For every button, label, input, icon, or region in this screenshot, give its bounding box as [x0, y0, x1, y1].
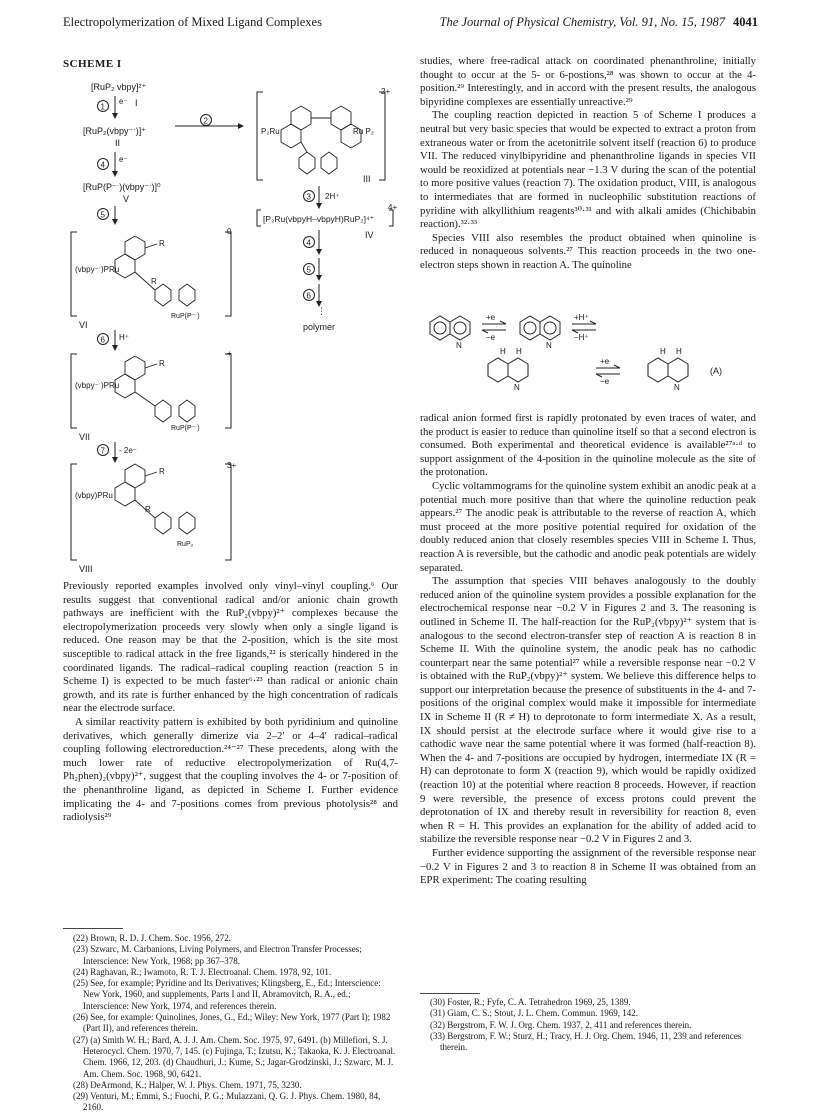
- step-number: 5: [100, 210, 105, 220]
- ring: [648, 358, 668, 382]
- roman-numeral: VI: [79, 320, 88, 330]
- charge: 0: [227, 227, 232, 236]
- roman-numeral: I: [135, 98, 138, 108]
- r-group: R: [145, 505, 151, 514]
- arrowhead: [316, 275, 322, 281]
- r-group: R: [159, 467, 165, 476]
- paragraph: Further evidence supporting the assignment of the reversible response near −0.2 V in Figures 2 and 3 to reaction 8 in Scheme II was obtained from an EPR experiment: The coating resulting: [420, 847, 756, 887]
- reference: (26) See, for example: Quinolines, Jones, G., Ed.; Wiley: New York, 1977 (Part I); 1982 (Part II), and references therein.: [73, 1012, 391, 1034]
- step-chain: [303, 230, 335, 332]
- arrowhead: [112, 345, 118, 351]
- roman-numeral: III: [363, 174, 371, 184]
- reference: (25) See, for example; Pyridine and Its Derivatives; Klingsberg, E., Ed.; Interscience: New York, 1960, and supplements, Parts I and II, Abramovitch, R. A., ed.; Interscience: New York, 1974, and references therein.: [73, 978, 381, 1011]
- minus-h: −H⁺: [574, 333, 589, 342]
- charge: 3+: [227, 461, 237, 470]
- charge: +: [227, 349, 232, 358]
- hydrogen: H: [660, 347, 666, 356]
- arrowhead: [112, 171, 118, 177]
- proton-label: H⁺: [119, 333, 129, 342]
- r-group: R: [151, 277, 157, 286]
- bracket: [225, 354, 231, 428]
- nitrogen: N: [546, 341, 552, 350]
- roman-numeral: V: [123, 194, 130, 204]
- arrowhead: [238, 123, 244, 129]
- bracket: [257, 92, 263, 180]
- nitrogen: N: [456, 341, 462, 350]
- species-iv-label: [P₂Ru(vbpyH–vbpyH)RuP₂]⁴⁺: [263, 214, 375, 224]
- proton-label: 2H⁺: [325, 192, 340, 201]
- step-number: 4: [306, 238, 311, 248]
- journal-citation: [440, 15, 758, 30]
- ring: [540, 316, 560, 340]
- reference: (29) Venturi, M.; Emmi, S.; Fuochi, P. G.; Mulazzani, Q. G. J. Phys. Chem. 1980, 84, 2160.: [73, 1091, 381, 1113]
- running-header: Electropolymerization of Mixed Ligand Complexes: [63, 15, 322, 29]
- right-column-bottom: [420, 412, 756, 888]
- reaction-a-diagram: [420, 308, 756, 418]
- roman-numeral: VII: [79, 432, 91, 442]
- species-viii-rings: [115, 464, 195, 534]
- charge: 4+: [388, 203, 398, 212]
- paragraph: Cyclic voltammograms for the quinoline system exhibit an anodic peak at a potential much more positive than that where the quinoline reduction peak appears.²⁷ The anodic peak is attributable to the reverse of reaction A, which must proceed at the more positive potential required for oxidation of the doubly reduced anion that closely resembles species VIII in Scheme I. Thus, reaction A is reversible, but the cathodic and anodic peak potentials are widely separated.: [420, 479, 756, 574]
- bracket: [225, 232, 231, 316]
- eq-arrow: [596, 365, 620, 377]
- roman-numeral: IV: [365, 230, 374, 240]
- arrowhead: [316, 249, 322, 255]
- minus-e: −e: [486, 333, 496, 342]
- step-number: 5: [306, 265, 311, 275]
- step-number: 6: [100, 335, 105, 345]
- paragraph: studies, where free-radical attack on coordinated phenanthroline, initially thought to occur at the 5- or 6-postions,²⁸ was shown to occur at the 4-position.²⁹ Interestingly, and in accord with the present results, the analogous bipyridine complexes are essentially unreactive.²⁹: [420, 55, 756, 108]
- arrowhead: [316, 203, 322, 209]
- reference: (27) (a) Smith W. H.; Bard, A. J. J. Am. Chem. Soc. 1975, 97, 6491. (b) Millefiori, S. J. Heterocycl. Chem. 1970, 7, 145. (c) Fujinga, T.; Izutsu, K.; Takaoka, K. J. Electroanal. Chem. 1966, 12, 203. (d) Chaudhuri, J.; Kume, S.; Jagar-Grodzinski, J.; Szwarc, M. J. Am. Chem. Soc. 1968, 90, 6421.: [73, 1034, 396, 1079]
- roman-numeral: VIII: [79, 564, 93, 574]
- reference: (33) Bergstrom, F. W.; Sturz, H.; Tracy, H. J. Org. Chem. 1946, 11, 239 and references therein.: [430, 1030, 742, 1053]
- left-references: [73, 933, 398, 1114]
- minus-e: −e: [600, 377, 610, 386]
- charge: 2+: [381, 87, 391, 96]
- species-vii-rings: [115, 356, 195, 422]
- electron-label: e⁻: [119, 155, 128, 164]
- r-group: R: [159, 239, 165, 248]
- rup-label: RuP(P⁻ˑ): [171, 313, 200, 320]
- nitrogen: N: [674, 383, 680, 392]
- bracket: [257, 210, 261, 226]
- species-i-label: [RuP₂ vbpy]²⁺: [91, 82, 147, 92]
- right-column-top: [420, 55, 756, 273]
- vbpy-pru-label: (vbpy⁻ˑ)PRu: [75, 381, 120, 390]
- paragraph: Previously reported examples involved only vinyl–vinyl coupling.⁶ Our results suggest that conventional radical and/or anionic chain growth pathways are inefficient with the RuP₂(vbpy)²⁺ complexes because the electropolymerization proceeds very slowly when only a single ligand is reduced. One reason may be that the 2-position, which is the site most susceptible to radical attack in the free ligands,²² is sterically hindered in the coordinated ligands. The radical–radical coupling reaction (reaction 5 in Scheme I) is expected to be much faster⁶·²³ than radical or anionic chain growth, and its rate is further enhanced by the high concentration of radicals near the electrode surface.: [63, 580, 398, 715]
- electron-label: - 2e⁻: [119, 446, 138, 455]
- species-v-label: [RuP(P⁻ˑ)(vbpy⁻ˑ)]⁰: [83, 182, 161, 192]
- polymer-label: polymer: [303, 322, 336, 332]
- journal-name: The Journal of Physical Chemistry, Vol. 91, No. 15, 1987: [439, 15, 725, 29]
- scheme-1-diagram: [63, 72, 403, 582]
- eq-arrow: [572, 321, 596, 333]
- aromatic-ring: [434, 322, 446, 334]
- bracket: [71, 232, 77, 316]
- r-group: R: [159, 359, 165, 368]
- hydrogen: H: [676, 347, 682, 356]
- vbpy-pru-label: (vbpy)PRu: [75, 491, 113, 500]
- ring: [488, 358, 508, 382]
- reference: (24) Raghavan, R.; Iwamoto, R. T. J. Electroanal. Chem. 1978, 92, 101.: [73, 966, 332, 977]
- ring: [520, 316, 540, 340]
- species-vi-rings: [115, 236, 195, 306]
- hydrogen: H: [500, 347, 506, 356]
- step-number: 6: [306, 291, 311, 301]
- arrowhead: [112, 113, 118, 119]
- ring: [668, 358, 688, 382]
- dimer-rings: [281, 106, 361, 174]
- p2ru-label: P₂Ru: [261, 127, 280, 136]
- vbpy-pru-label: (vbpy⁻ˑ)PRu: [75, 265, 120, 274]
- bracket: [389, 210, 393, 226]
- plus-e: +e: [486, 313, 496, 322]
- paragraph: A similar reactivity pattern is exhibited by both pyridinium and quinoline derivatives, which generally dimerize via 2–2′ or 4–4′ radical–radical coupling following electroreduction.²⁴⁻²⁷ These precedents, along with the much lower rate of reductive electropolymerization of Ru(4,7-Ph₂phen)₂(vbpy)²⁺, suggest that the coupling involves the 4- or 7-position of the phenanthroline ligand, as depicted in Scheme I. Further evidence implicating the 4- and 7-positions comes from previous photolysis²⁸ and radiolysis²⁹: [63, 715, 398, 824]
- step-number: 2: [203, 116, 208, 126]
- ring: [450, 316, 470, 340]
- plus-e: +e: [600, 357, 610, 366]
- reference: (32) Bergstrom, F. W. J. Org. Chem. 1937, 2, 411 and references therein.: [430, 1019, 692, 1030]
- reference: (28) DeArmond, K.; Halper, W. J. Phys. Chem. 1971, 75, 3230.: [73, 1079, 302, 1090]
- arrowhead: [112, 219, 118, 225]
- ring: [430, 316, 450, 340]
- roman-numeral: II: [115, 138, 121, 148]
- rup2-label: RuP₂: [177, 541, 194, 548]
- hydrogen: H: [516, 347, 522, 356]
- reference: (22) Brown, R. D. J. Chem. Soc. 1956, 272.: [73, 933, 231, 943]
- step-number: 3: [306, 192, 311, 202]
- aromatic-ring: [524, 322, 536, 334]
- left-column-body: [63, 580, 398, 825]
- bracket: [379, 92, 385, 180]
- electron-label: e⁻: [119, 97, 128, 106]
- footnote-rule: [420, 993, 480, 994]
- step-number: 7: [100, 446, 105, 456]
- scheme-title: SCHEME I: [63, 58, 122, 70]
- arrowhead: [112, 457, 118, 463]
- paragraph: The coupling reaction depicted in reaction 5 of Scheme I produces a neutral but very basic species that would be expected to extract a proton from extraneous water or from the acetonitrile solvent itself (reaction 6) to produce VII. The reduced vinylbipyridine and phenanthroline ligands in species VII would be reoxidized at potentials near −1.3 V during the scan of the potential to more positive values (reaction 7). The oxidation product, VIII, is analogous to intermediates that are formed in nucleophilic substitution reactions of pyridine with alkyllithium reagents³⁰·³¹ and with alkali amides (Chichibabin reaction).³²·³³: [420, 109, 756, 231]
- paragraph: The assumption that species VIII behaves analogously to the doubly reduced anion of the quinoline system provides a possible explanation for the electrochemical response near −0.2 V in Figures 2 and 3. The reasoning is outlined in Scheme II. The half-reaction for the RuP₂(vbpy)²⁺ system that is analogous to the second electron-transfer step of reaction A is reaction 8 in Scheme II. With the quinoline system, the anodic peak has no cathodic counterpart near the same potential²⁷ while a reversible response near −0.2 V is obtained with the RuP₂(vbpy)²⁺ system. We believe this difference helps to support our interpretation because the presence of substituents in the 4- and 7-positions of the original complex would make it impossible for intermediate IX in Scheme II (R ≠ H) to deprotonate to form intermediate X. As a result, IX should persist at the electrode surface where it would give rise to a cathodic wave near the same potential where it was formed (half-reaction 8). When the 4- and 7-positions are occupied by hydrogen, intermediate IX (R = H) can deprotonate to form X (reaction 9), which would be rapidly oxidized (reaction 10) at the potential where reaction 8 proceeds. However, if reaction 9 were reversible, the presence of excess protons could prevent the deprotonation of IX and thereby result in reversibility for reaction 8, even when R = H. This provides an explanation for the ability of added acid to stabilize the reversible response near −0.2 V in Figures 2 and 3.: [420, 575, 756, 846]
- paragraph: Species VIII also resembles the product obtained when quinoline is reduced in nonaqueous solvents.²⁷ This reaction proceeds in the two one-electron steps shown in reaction A. The quinoline: [420, 231, 756, 271]
- bracket: [71, 354, 77, 428]
- aromatic-ring: [454, 322, 466, 334]
- bracket: [225, 464, 231, 560]
- bracket: [71, 464, 77, 560]
- step-number: 4: [100, 160, 105, 170]
- step-number: 1: [100, 102, 105, 112]
- rup2-label: Ru P₂: [353, 127, 374, 136]
- paragraph: radical anion formed first is rapidly protonated by even traces of water, and the product is easier to reduce than quinoline itself so that a second electron is consumed. Both experimental and theoretical evidence is available²⁷ᵃ·ᵈ to support assignment of the 4-position in the quinoline molecule as the site of the protonation.: [420, 412, 756, 479]
- nitrogen: N: [514, 383, 520, 392]
- ring: [508, 358, 528, 382]
- continuation-dots: ⋮: [317, 306, 326, 316]
- reference: (23) Szwarc, M. Carbanions, Living Polymers, and Electron Transfer Processes; Interscience: New York, 1968; pp 367–378.: [73, 944, 362, 966]
- species-ii-label: [RuP₂(vbpy⁻ˑ)]⁺: [83, 126, 147, 136]
- reference: (30) Foster, R.; Fyfe, C. A. Tetrahedron 1969, 25, 1389.: [430, 997, 631, 1007]
- reference: (31) Giam, C. S.; Stout, J. L. Chem. Commun. 1969, 142.: [430, 1008, 639, 1019]
- eq-arrow: [482, 321, 506, 333]
- right-references: [430, 997, 756, 1053]
- plus-h: +H⁺: [574, 313, 589, 322]
- rup-label: RuP(P⁻ˑ): [171, 425, 200, 432]
- footnote-rule: [63, 928, 123, 929]
- aromatic-ring: [544, 322, 556, 334]
- reaction-label: (A): [710, 366, 722, 376]
- page-number: 4041: [733, 15, 758, 29]
